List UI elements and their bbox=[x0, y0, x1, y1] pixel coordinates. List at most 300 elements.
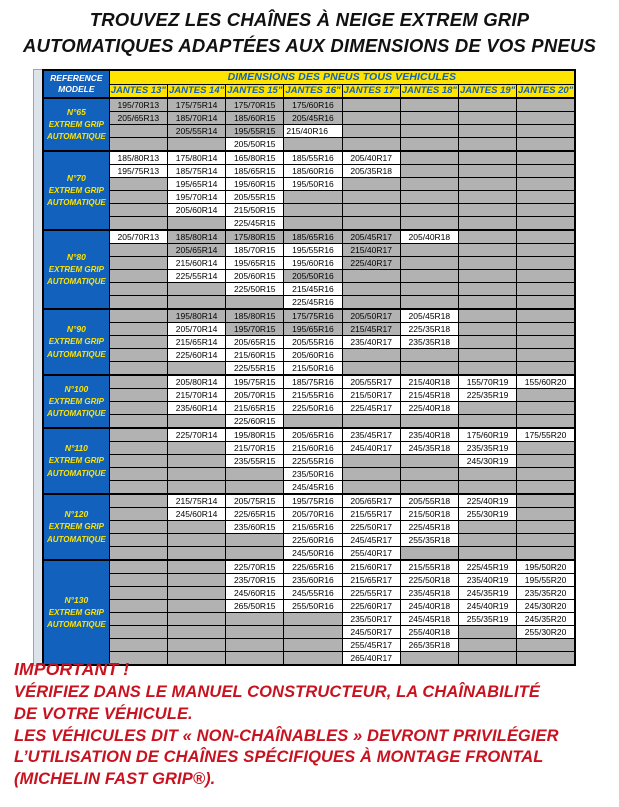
tire-size-cell: 225/55R14 bbox=[167, 270, 225, 283]
table-left-edge-artifact bbox=[33, 69, 42, 666]
empty-cell bbox=[458, 138, 516, 152]
tire-size-cell: 215/60R14 bbox=[167, 257, 225, 270]
empty-cell bbox=[400, 547, 458, 561]
empty-cell bbox=[458, 244, 516, 257]
tire-size-cell: 215/50R15 bbox=[226, 204, 284, 217]
table-row bbox=[43, 468, 575, 481]
tire-size-cell: 195/80R14 bbox=[167, 309, 225, 323]
model-cell-N80 bbox=[43, 230, 109, 309]
empty-cell bbox=[167, 626, 225, 639]
empty-cell bbox=[342, 481, 400, 495]
empty-cell bbox=[342, 112, 400, 125]
empty-cell bbox=[458, 402, 516, 415]
tire-size-cell: 155/60R20 bbox=[517, 375, 575, 389]
tire-size-cell: 255/50R16 bbox=[284, 600, 342, 613]
empty-cell bbox=[458, 481, 516, 495]
tire-size-cell: 165/80R15 bbox=[226, 151, 284, 165]
table-row bbox=[43, 362, 575, 376]
important-line-5: (MICHELIN FAST GRIP®). bbox=[14, 770, 216, 789]
tire-size-cell: 175/75R14 bbox=[167, 98, 225, 112]
tire-size-cell: 195/50R16 bbox=[284, 178, 342, 191]
empty-cell bbox=[109, 257, 167, 270]
empty-cell bbox=[458, 534, 516, 547]
tire-size-cell: 225/60R17 bbox=[342, 600, 400, 613]
table-header bbox=[43, 70, 575, 98]
tire-size-cell: 255/30R19 bbox=[458, 508, 516, 521]
tire-size-cell: 195/75R13 bbox=[109, 165, 167, 178]
empty-cell bbox=[458, 257, 516, 270]
tire-size-cell: 215/55R16 bbox=[284, 389, 342, 402]
brand-line1: EXTREM GRIP bbox=[48, 456, 104, 466]
tire-size-cell: 235/50R16 bbox=[284, 468, 342, 481]
table-row bbox=[43, 428, 575, 442]
tire-size-cell: 205/50R17 bbox=[342, 309, 400, 323]
table-row bbox=[43, 283, 575, 296]
model-number: N°110 bbox=[64, 443, 88, 454]
model-cell-N110 bbox=[43, 428, 109, 494]
tire-size-cell: 225/55R16 bbox=[284, 455, 342, 468]
tire-size-cell: 215/40R16 bbox=[284, 125, 342, 138]
tire-size-cell: 205/65R13 bbox=[109, 112, 167, 125]
empty-cell bbox=[517, 534, 575, 547]
tire-size-cell: 195/55R20 bbox=[517, 574, 575, 587]
empty-cell bbox=[517, 165, 575, 178]
table-row bbox=[43, 98, 575, 112]
empty-cell bbox=[458, 151, 516, 165]
tire-size-cell: 215/70R14 bbox=[167, 389, 225, 402]
table-row bbox=[43, 336, 575, 349]
section-N80 bbox=[43, 230, 575, 309]
empty-cell bbox=[342, 138, 400, 152]
tire-size-cell: 215/45R18 bbox=[400, 389, 458, 402]
empty-cell bbox=[109, 362, 167, 376]
tire-size-cell: 185/60R16 bbox=[284, 165, 342, 178]
tire-size-cell: 185/75R16 bbox=[284, 375, 342, 389]
empty-cell bbox=[226, 626, 284, 639]
section-N110 bbox=[43, 428, 575, 494]
tire-size-cell: 195/55R16 bbox=[284, 244, 342, 257]
empty-cell bbox=[109, 270, 167, 283]
tire-size-cell: 205/40R17 bbox=[342, 151, 400, 165]
tire-size-cell: 235/40R17 bbox=[342, 336, 400, 349]
tire-size-cell: 215/40R17 bbox=[342, 244, 400, 257]
tire-size-cell: 245/40R17 bbox=[342, 442, 400, 455]
tire-size-cell: 205/60R16 bbox=[284, 349, 342, 362]
tire-size-cell: 235/60R15 bbox=[226, 521, 284, 534]
empty-cell bbox=[517, 323, 575, 336]
tire-size-cell: 245/50R17 bbox=[342, 626, 400, 639]
empty-cell bbox=[109, 442, 167, 455]
tire-size-cell: 205/55R15 bbox=[226, 191, 284, 204]
tire-size-cell: 235/50R17 bbox=[342, 613, 400, 626]
tire-size-cell: 225/35R19 bbox=[458, 389, 516, 402]
model-number: N°65 bbox=[66, 106, 86, 117]
empty-cell bbox=[342, 204, 400, 217]
empty-cell bbox=[517, 217, 575, 231]
empty-cell bbox=[167, 442, 225, 455]
empty-cell bbox=[458, 336, 516, 349]
tire-size-cell: 205/60R15 bbox=[226, 270, 284, 283]
empty-cell bbox=[226, 534, 284, 547]
tire-size-cell: 225/60R14 bbox=[167, 349, 225, 362]
empty-cell bbox=[517, 455, 575, 468]
important-notice bbox=[14, 659, 610, 791]
table-row bbox=[43, 534, 575, 547]
tire-size-cell: 245/50R16 bbox=[284, 547, 342, 561]
empty-cell bbox=[109, 626, 167, 639]
empty-cell bbox=[109, 415, 167, 429]
table-row bbox=[43, 230, 575, 244]
tire-size-cell: 235/35R20 bbox=[517, 587, 575, 600]
empty-cell bbox=[458, 626, 516, 639]
empty-cell bbox=[109, 521, 167, 534]
empty-cell bbox=[109, 336, 167, 349]
empty-cell bbox=[167, 468, 225, 481]
tire-size-cell: 175/80R14 bbox=[167, 151, 225, 165]
tire-size-cell: 175/55R20 bbox=[517, 428, 575, 442]
tire-size-cell: 235/45R17 bbox=[342, 428, 400, 442]
tire-size-cell: 215/45R16 bbox=[284, 283, 342, 296]
section-N120 bbox=[43, 494, 575, 560]
empty-cell bbox=[458, 178, 516, 191]
empty-cell bbox=[342, 217, 400, 231]
column-header-jantes-15: JANTES 15" bbox=[227, 85, 283, 97]
empty-cell bbox=[109, 125, 167, 138]
column-header-jantes-17: JANTES 17" bbox=[343, 85, 399, 97]
empty-cell bbox=[109, 600, 167, 613]
table-row bbox=[43, 178, 575, 191]
model-cell-N90 bbox=[43, 309, 109, 375]
empty-cell bbox=[517, 508, 575, 521]
tire-size-cell: 225/45R15 bbox=[226, 217, 284, 231]
empty-cell bbox=[342, 283, 400, 296]
tire-size-cell: 155/70R19 bbox=[458, 375, 516, 389]
empty-cell bbox=[342, 296, 400, 310]
empty-cell bbox=[284, 204, 342, 217]
empty-cell bbox=[517, 283, 575, 296]
tire-size-cell: 265/35R18 bbox=[400, 639, 458, 652]
model-cell-N70 bbox=[43, 151, 109, 230]
empty-cell bbox=[342, 125, 400, 138]
empty-cell bbox=[226, 468, 284, 481]
empty-cell bbox=[226, 481, 284, 495]
tire-size-cell: 255/30R20 bbox=[517, 626, 575, 639]
empty-cell bbox=[167, 138, 225, 152]
tire-size-cell: 215/70R15 bbox=[226, 442, 284, 455]
tire-size-cell: 205/60R14 bbox=[167, 204, 225, 217]
tire-size-cell: 235/35R19 bbox=[458, 442, 516, 455]
tire-size-cell: 215/40R18 bbox=[400, 375, 458, 389]
empty-cell bbox=[109, 309, 167, 323]
empty-cell bbox=[109, 455, 167, 468]
empty-cell bbox=[400, 415, 458, 429]
empty-cell bbox=[517, 191, 575, 204]
empty-cell bbox=[342, 270, 400, 283]
tire-size-cell: 185/70R15 bbox=[226, 244, 284, 257]
empty-cell bbox=[517, 257, 575, 270]
empty-cell bbox=[284, 138, 342, 152]
empty-cell bbox=[458, 547, 516, 561]
tire-size-cell: 255/40R17 bbox=[342, 547, 400, 561]
empty-cell bbox=[400, 125, 458, 138]
empty-cell bbox=[167, 560, 225, 574]
empty-cell bbox=[226, 296, 284, 310]
tire-size-cell: 175/70R15 bbox=[226, 98, 284, 112]
tire-size-cell: 215/60R17 bbox=[342, 560, 400, 574]
section-N90 bbox=[43, 309, 575, 375]
empty-cell bbox=[342, 191, 400, 204]
empty-cell bbox=[109, 560, 167, 574]
empty-cell bbox=[517, 481, 575, 495]
empty-cell bbox=[458, 204, 516, 217]
tire-size-cell: 195/65R16 bbox=[284, 323, 342, 336]
table-row bbox=[43, 587, 575, 600]
model-number: N°100 bbox=[64, 383, 89, 394]
empty-cell bbox=[517, 415, 575, 429]
tire-size-cell: 255/35R18 bbox=[400, 534, 458, 547]
tire-size-cell: 205/70R16 bbox=[284, 508, 342, 521]
tire-size-cell: 235/40R18 bbox=[400, 428, 458, 442]
table-row bbox=[43, 494, 575, 508]
empty-cell bbox=[109, 138, 167, 152]
empty-cell bbox=[342, 178, 400, 191]
table-row bbox=[43, 481, 575, 495]
empty-cell bbox=[458, 639, 516, 652]
brand-line2: AUTOMATIQUE bbox=[46, 349, 106, 359]
tire-size-cell: 245/40R19 bbox=[458, 600, 516, 613]
table-row bbox=[43, 112, 575, 125]
tire-size-cell: 245/35R19 bbox=[458, 587, 516, 600]
empty-cell bbox=[109, 323, 167, 336]
tire-size-cell: 205/70R13 bbox=[109, 230, 167, 244]
empty-cell bbox=[458, 309, 516, 323]
table-row bbox=[43, 560, 575, 574]
tire-size-cell: 205/45R18 bbox=[400, 309, 458, 323]
empty-cell bbox=[342, 349, 400, 362]
empty-cell bbox=[109, 217, 167, 231]
tire-size-cell: 175/75R16 bbox=[284, 309, 342, 323]
reference-modele-header: REFERENCE MODELE bbox=[43, 70, 109, 98]
empty-cell bbox=[109, 587, 167, 600]
table-row bbox=[43, 442, 575, 455]
tire-size-cell: 205/55R17 bbox=[342, 375, 400, 389]
brand-line1: EXTREM GRIP bbox=[48, 522, 104, 532]
tire-size-cell: 185/60R15 bbox=[226, 112, 284, 125]
empty-cell bbox=[167, 574, 225, 587]
tire-size-cell: 215/50R17 bbox=[342, 389, 400, 402]
empty-cell bbox=[167, 481, 225, 495]
empty-cell bbox=[517, 204, 575, 217]
empty-cell bbox=[226, 639, 284, 652]
empty-cell bbox=[109, 191, 167, 204]
tire-size-cell: 235/60R16 bbox=[284, 574, 342, 587]
tire-size-cell: 205/45R16 bbox=[284, 112, 342, 125]
jantes-header-row bbox=[43, 84, 575, 98]
empty-cell bbox=[400, 178, 458, 191]
brand-line2: AUTOMATIQUE bbox=[46, 534, 106, 544]
empty-cell bbox=[167, 587, 225, 600]
tire-size-cell: 205/55R18 bbox=[400, 494, 458, 508]
tire-size-cell: 195/50R20 bbox=[517, 560, 575, 574]
tire-size-cell: 225/60R16 bbox=[284, 534, 342, 547]
empty-cell bbox=[517, 639, 575, 652]
table-row bbox=[43, 574, 575, 587]
empty-cell bbox=[400, 151, 458, 165]
model-cell-N100 bbox=[43, 375, 109, 428]
important-line-2: DE VOTRE VÉHICULE. bbox=[14, 704, 193, 723]
empty-cell bbox=[458, 468, 516, 481]
empty-cell bbox=[517, 309, 575, 323]
page-title-line2: AUTOMATIQUES ADAPTÉES AUX DIMENSIONS DE VOS PNEUS bbox=[22, 34, 597, 56]
tire-size-cell: 225/40R17 bbox=[342, 257, 400, 270]
tire-size-cell: 225/70R14 bbox=[167, 428, 225, 442]
brand-line1: EXTREM GRIP bbox=[48, 264, 104, 274]
tire-size-cell: 245/30R20 bbox=[517, 600, 575, 613]
table-row bbox=[43, 626, 575, 639]
tire-size-cell: 245/45R17 bbox=[342, 534, 400, 547]
empty-cell bbox=[109, 375, 167, 389]
empty-cell bbox=[109, 494, 167, 508]
tire-size-cell: 255/40R18 bbox=[400, 626, 458, 639]
section-N130 bbox=[43, 560, 575, 665]
tire-size-cell: 225/50R17 bbox=[342, 521, 400, 534]
empty-cell bbox=[342, 468, 400, 481]
empty-cell bbox=[167, 415, 225, 429]
empty-cell bbox=[284, 415, 342, 429]
brand-line1: EXTREM GRIP bbox=[48, 185, 104, 195]
tire-size-cell: 185/65R15 bbox=[226, 165, 284, 178]
empty-cell bbox=[517, 230, 575, 244]
empty-cell bbox=[458, 125, 516, 138]
empty-cell bbox=[109, 508, 167, 521]
empty-cell bbox=[109, 468, 167, 481]
empty-cell bbox=[517, 98, 575, 112]
tire-size-cell: 205/70R15 bbox=[226, 389, 284, 402]
empty-cell bbox=[458, 112, 516, 125]
tire-size-cell: 225/45R16 bbox=[284, 296, 342, 310]
table-row bbox=[43, 191, 575, 204]
empty-cell bbox=[109, 283, 167, 296]
empty-cell bbox=[517, 521, 575, 534]
tire-size-cell: 185/70R14 bbox=[167, 112, 225, 125]
tire-size-cell: 215/45R17 bbox=[342, 323, 400, 336]
dimensions-group-header: DIMENSIONS DES PNEUS TOUS VEHICULES bbox=[109, 70, 575, 84]
column-header-jantes-19: JANTES 19" bbox=[459, 85, 516, 97]
tire-size-cell: 195/65R15 bbox=[226, 257, 284, 270]
tire-size-cell: 215/55R18 bbox=[400, 560, 458, 574]
tire-size-cell: 205/55R14 bbox=[167, 125, 225, 138]
tire-size-cell: 245/35R20 bbox=[517, 613, 575, 626]
empty-cell bbox=[109, 428, 167, 442]
model-number: N°130 bbox=[64, 594, 89, 605]
tire-size-cell: 205/50R15 bbox=[226, 138, 284, 152]
brand-line2: AUTOMATIQUE bbox=[46, 468, 106, 478]
tire-size-cell: 235/40R19 bbox=[458, 574, 516, 587]
empty-cell bbox=[167, 600, 225, 613]
important-line-1: VÉRIFIEZ DANS LE MANUEL CONSTRUCTEUR, LA CHAÎNABILITÉ bbox=[14, 683, 540, 701]
empty-cell bbox=[109, 296, 167, 310]
table-row bbox=[43, 151, 575, 165]
page-title-line1: TROUVEZ LES CHAÎNES À NEIGE EXTREM GRIP bbox=[89, 9, 530, 30]
empty-cell bbox=[400, 257, 458, 270]
column-header-jantes-20: JANTES 20" bbox=[517, 85, 574, 97]
brand-line1: EXTREM GRIP bbox=[48, 119, 104, 129]
table-row bbox=[43, 402, 575, 415]
tire-size-cell: 225/50R15 bbox=[226, 283, 284, 296]
table-row bbox=[43, 639, 575, 652]
empty-cell bbox=[342, 415, 400, 429]
tire-size-cell: 205/55R16 bbox=[284, 336, 342, 349]
empty-cell bbox=[400, 362, 458, 376]
empty-cell bbox=[458, 283, 516, 296]
tire-size-cell: 265/50R15 bbox=[226, 600, 284, 613]
tire-size-cell: 195/60R16 bbox=[284, 257, 342, 270]
empty-cell bbox=[458, 323, 516, 336]
table-row bbox=[43, 600, 575, 613]
table-row bbox=[43, 375, 575, 389]
table-row bbox=[43, 217, 575, 231]
empty-cell bbox=[458, 415, 516, 429]
tire-size-cell: 205/65R17 bbox=[342, 494, 400, 508]
tire-table-zone bbox=[33, 69, 576, 666]
brand-line2: AUTOMATIQUE bbox=[46, 620, 106, 630]
empty-cell bbox=[109, 534, 167, 547]
tire-size-cell: 225/40R18 bbox=[400, 402, 458, 415]
empty-cell bbox=[517, 138, 575, 152]
table-row bbox=[43, 349, 575, 362]
model-cell-N130 bbox=[43, 560, 109, 665]
tire-size-cell: 225/45R18 bbox=[400, 521, 458, 534]
empty-cell bbox=[400, 468, 458, 481]
empty-cell bbox=[517, 244, 575, 257]
model-cell-N65 bbox=[43, 98, 109, 151]
empty-cell bbox=[284, 639, 342, 652]
model-number: N°90 bbox=[66, 324, 86, 335]
empty-cell bbox=[109, 389, 167, 402]
column-header-jantes-14: JANTES 14" bbox=[168, 85, 225, 97]
tire-size-cell: 205/40R18 bbox=[400, 230, 458, 244]
model-number: N°120 bbox=[64, 509, 89, 520]
empty-cell bbox=[517, 112, 575, 125]
tire-size-cell: 205/50R16 bbox=[284, 270, 342, 283]
tire-size-cell: 205/80R14 bbox=[167, 375, 225, 389]
empty-cell bbox=[517, 125, 575, 138]
empty-cell bbox=[400, 112, 458, 125]
tire-size-cell: 205/65R14 bbox=[167, 244, 225, 257]
tire-size-cell: 185/75R14 bbox=[167, 165, 225, 178]
tire-size-cell: 235/60R14 bbox=[167, 402, 225, 415]
table-row bbox=[43, 521, 575, 534]
tire-size-cell: 185/65R16 bbox=[284, 230, 342, 244]
section-N65 bbox=[43, 98, 575, 151]
tire-size-cell: 215/55R17 bbox=[342, 508, 400, 521]
brand-line2: AUTOMATIQUE bbox=[46, 277, 106, 287]
empty-cell bbox=[109, 178, 167, 191]
table-row bbox=[43, 613, 575, 626]
section-N70 bbox=[43, 151, 575, 230]
empty-cell bbox=[109, 547, 167, 561]
empty-cell bbox=[109, 639, 167, 652]
empty-cell bbox=[284, 217, 342, 231]
empty-cell bbox=[458, 165, 516, 178]
brand-line2: AUTOMATIQUE bbox=[46, 409, 106, 419]
empty-cell bbox=[284, 613, 342, 626]
column-header-jantes-16: JANTES 16" bbox=[285, 85, 341, 97]
empty-cell bbox=[400, 455, 458, 468]
page-title bbox=[0, 7, 619, 58]
table-row bbox=[43, 270, 575, 283]
tire-size-cell: 205/65R16 bbox=[284, 428, 342, 442]
